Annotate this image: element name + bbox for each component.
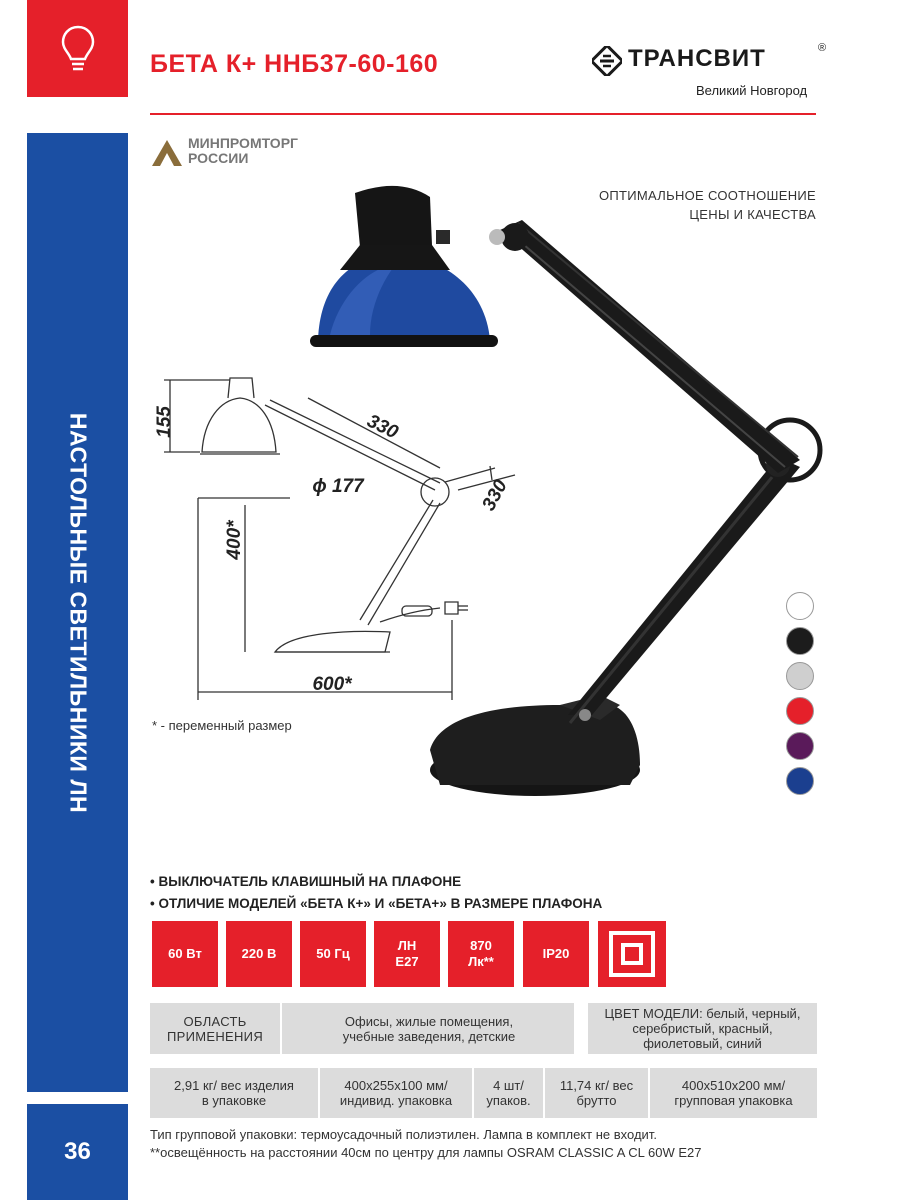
dim-width: 600* (312, 674, 352, 695)
product-title: БЕТА К+ ННБ37-60-160 (150, 50, 439, 78)
spec-ip-rating-label: IP20 (542, 946, 570, 961)
spec-frequency (300, 921, 366, 987)
brand-name: ТРАНСВИТ (628, 45, 766, 72)
category-title: НАСТОЛЬНЫЕ СВЕТИЛЬНИКИ ЛН (65, 412, 91, 813)
spec-power (152, 921, 218, 987)
application-label: ОБЛАСТЬ ПРИМЕНЕНИЯ (166, 1013, 264, 1044)
brand-logo (592, 42, 827, 82)
tagline-line-2: ЦЕНЫ И КАЧЕСТВА (689, 207, 816, 222)
package-note-line-2: **освещённость на расстоянии 40см по центру для лампы OSRAM CLASSIC A CL 60W E27 (150, 1145, 702, 1160)
dim-shade-diameter: ϕ 177 (312, 476, 364, 497)
brand-registered-mark: ® (818, 42, 827, 54)
dim-arm-upper: 330 (363, 410, 402, 444)
color-swatch-silver (786, 662, 814, 690)
dimension-drawing (140, 370, 520, 710)
spec-lamp-type (374, 921, 440, 987)
spec-ip-rating (523, 921, 589, 987)
header-divider (150, 113, 816, 115)
dim-height: 400* (224, 520, 245, 560)
spec-voltage (226, 921, 292, 987)
color-swatch-blue (786, 767, 814, 795)
package-notes (150, 1126, 701, 1162)
application-value: Офисы, жилые помещения, учебные заведения, детские (342, 1013, 516, 1044)
minpromtorg-emblem-icon (150, 138, 184, 168)
packaging-cell-gross: 11,74 кг/ вес брутто (559, 1078, 634, 1108)
dim-arm-lower: 330 (478, 476, 512, 515)
dim-shade-height: 155 (154, 406, 175, 438)
category-icon-box (27, 0, 128, 97)
category-sidebar (27, 133, 128, 1092)
color-swatch-red (786, 697, 814, 725)
packaging-cell-individual: 400x255x100 мм/ индивид. упаковка (339, 1078, 453, 1108)
class-ii-insulation-icon (598, 921, 666, 987)
certification-line-2: РОССИИ (188, 150, 249, 166)
feature-item: • ВЫКЛЮЧАТЕЛЬ КЛАВИШНЫЙ НА ПЛАФОНЕ (150, 874, 462, 889)
spec-illuminance (448, 921, 514, 987)
model-color-text: ЦВЕТ МОДЕЛИ: белый, черный, серебристый, красный, фиолетовый, синий (604, 1006, 801, 1051)
spec-frequency-label: 50 Гц (316, 946, 350, 961)
feature-item: • ОТЛИЧИЕ МОДЕЛЕЙ «БЕТА К+» И «БЕТА+» В РАЗМЕРЕ ПЛАФОНА (150, 896, 603, 911)
lightbulb-icon (58, 23, 98, 75)
spec-lamp-type-label: ЛН Е27 (395, 938, 419, 969)
brand-mark-icon (592, 46, 622, 76)
color-swatch-white (786, 592, 814, 620)
application-divider (280, 1003, 282, 1054)
spec-illuminance-label: 870 Лк** (468, 938, 494, 969)
certification-logo (150, 136, 340, 170)
color-swatch-black (786, 627, 814, 655)
packaging-cell-group: 400x510x200 мм/ групповая упаковка (674, 1078, 793, 1108)
dimension-footnote: * - переменный размер (152, 718, 292, 733)
page-number: 36 (27, 1104, 128, 1200)
packaging-cell-weight: 2,91 кг/ вес изделия в упаковке (174, 1078, 294, 1108)
feature-list (150, 871, 602, 915)
certification-line-1: МИНПРОМТОРГ (188, 135, 298, 151)
tagline-line-1: ОПТИМАЛЬНОЕ СООТНОШЕНИЕ (598, 188, 816, 203)
spec-voltage-label: 220 В (241, 946, 277, 961)
brand-city: Великий Новгород (696, 83, 808, 98)
spec-power-label: 60 Вт (168, 946, 202, 961)
color-swatch-violet (786, 732, 814, 760)
packaging-cell-quantity: 4 шт/ упаков. (486, 1078, 531, 1108)
package-note-line-1: Тип групповой упаковки: термоусадочный полиэтилен. Лампа в комплект не входит. (150, 1127, 657, 1142)
